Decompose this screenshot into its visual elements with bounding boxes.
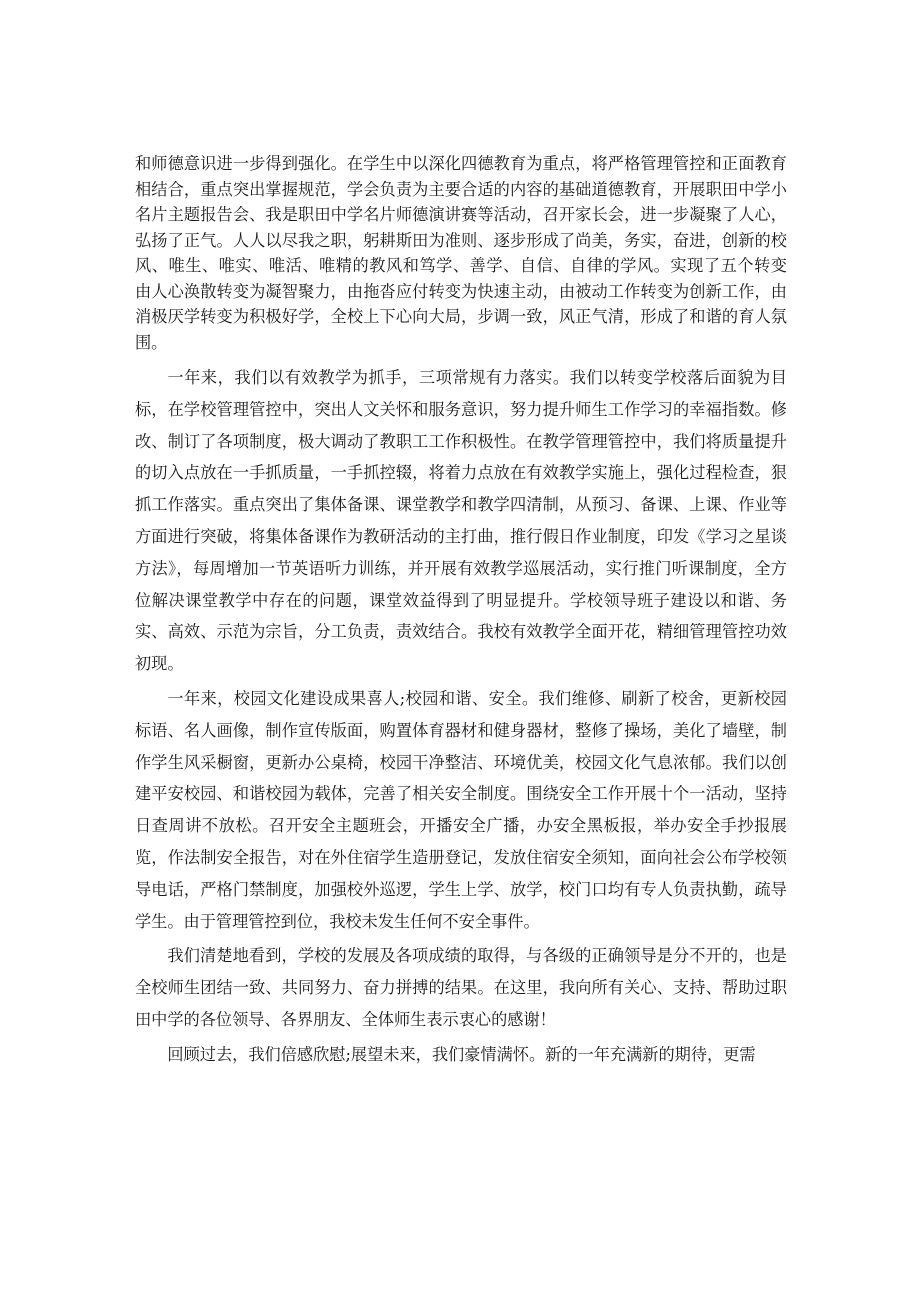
paragraph-effective-teaching: 一年来，我们以有效教学为抓手，三项常规有力落实。我们以转变学校落后面貌为目标，在学校管理管控中，突出人文关怀和服务意识，努力提升师生工作学习的幸福指数。修改、制订了各项制度，极大调动了教职工工作积极性。在教学管理管控中，我们将质量提升的切入点放在一手抓质量，一手抓控辍，将着力点放在有效教学实施上，强化过程检查，狠抓工作落实。重点突出了集体备课、课堂教学和教学四清制，从预习、备课、上课、作业等方面进行突破，将集体备课作为教研活动的主打曲，推行假日作业制度，印发《学习之星谈方法》，每周增加一节英语听力训练，并开展有效教学巡展活动，实行推门听课制度，全方位解决课堂教学中存在的问题，课堂效益得到了明显提升。学校领导班子建设以和谐、务实、高效、示范为宗旨，分工负责，责效结合。我校有效教学全面开花，精细管理管控功效初现。 <box>135 368 787 674</box>
paragraph-outlook: 回顾过去，我们倍感欣慰;展望未来，我们豪情满怀。新的一年充满新的期待，更需 <box>167 1044 756 1064</box>
document-body <box>135 151 787 1071</box>
paragraph-acknowledgements: 我们清楚地看到，学校的发展及各项成绩的取得，与各级的正确领导是分不开的，也是全校师生团结一致、共同努力、奋力拼搏的结果。在这里，我向所有关心、支持、帮助过职田中学的各位领导、各界朋友、全体师生表示衷心的感谢！ <box>135 946 787 1029</box>
paragraph-campus-culture: 一年来，校园文化建设成果喜人;校园和谐、安全。我们维修、刷新了校舍，更新校园标语、名人画像，制作宣传版面，购置体育器材和健身器材，整修了操场，美化了墙壁，制作学生风采橱窗，更新办公桌椅，校园干净整洁、环境优美，校园文化气息浓郁。我们以创建平安校园、和谐校园为载体，完善了相关安全制度。围绕安全工作开展十个一活动，坚持日查周讲不放松。召开安全主题班会，开播安全广播，办安全黑板报，举办安全手抄报展览，作法制安全报告，对在外住宿学生造册登记，发放住宿安全须知，面向社会公布学校领导电话，严格门禁制度，加强校外巡逻，学生上学、放学，校门口均有专人负责执勤，疏导学生。由于管理管控到位，我校未发生任何不安全事件。 <box>135 688 787 931</box>
paragraph-moral-education: 和师德意识进一步得到强化。在学生中以深化四德教育为重点，将严格管理管控和正面教育相结合，重点突出掌握规范，学会负责为主要合适的内容的基础道德教育，开展职田中学小名片主题报告会、我是职田中学名片师德演讲赛等活动，召开家长会，进一步凝聚了人心，弘扬了正气。人人以尽我之职，躬耕斯田为准则、逐步形成了尚美，务实，奋进，创新的校风、唯生、唯实、唯活、唯精的教风和笃学、善学、自信、自律的学风。实现了五个转变 由人心涣散转变为凝智聚力，由拖沓应付转变为快速主动，由被动工作转变为创新工作，由消极厌学转变为积极好学，全校上下心向大局，步调一致，风正气清，形成了和谐的育人氛围。 <box>135 154 787 352</box>
